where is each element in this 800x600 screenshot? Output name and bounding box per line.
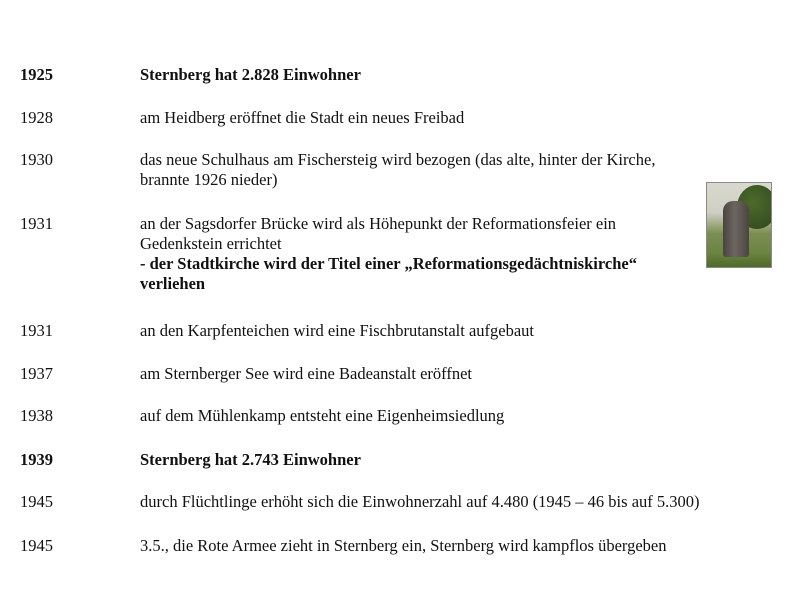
entry-text-line: Sternberg hat 2.743 Einwohner xyxy=(140,450,361,469)
entry-text-line: Sternberg hat 2.828 Einwohner xyxy=(140,65,361,84)
entry-text xyxy=(140,214,780,294)
entry-year: 1928 xyxy=(20,108,53,127)
entry-text-line: durch Flüchtlinge erhöht sich die Einwohnerzahl auf 4.480 (1945 – 46 bis auf 5.300) xyxy=(140,492,700,511)
entry-year: 1931 xyxy=(20,214,53,233)
entry-text xyxy=(140,364,780,384)
entry-text xyxy=(140,108,780,128)
memorial-stone-photo xyxy=(706,182,772,268)
entry-text xyxy=(140,536,780,556)
entry-text-line: brannte 1926 nieder) xyxy=(140,170,278,189)
entry-year: 1945 xyxy=(20,492,53,511)
entry-text-line: an den Karpfenteichen wird eine Fischbrutanstalt aufgebaut xyxy=(140,321,535,340)
entry-year: 1939 xyxy=(20,450,53,469)
entry-year: 1925 xyxy=(20,65,53,84)
entry-text-line-bold: - der Stadtkirche wird der Titel einer „Reformationsgedächtniskirche“ xyxy=(140,254,637,273)
entry-year: 1945 xyxy=(20,536,53,555)
entry-text-line: an der Sagsdorfer Brücke wird als Höhepunkt der Reformationsfeier ein xyxy=(140,214,617,233)
entry-text xyxy=(140,65,780,85)
entry-text-line: das neue Schulhaus am Fischersteig wird bezogen (das alte, hinter der Kirche, xyxy=(140,150,656,169)
entry-year: 1931 xyxy=(20,321,53,340)
entry-text-line: 3.5., die Rote Armee zieht in Sternberg ein, Sternberg wird kampflos übergeben xyxy=(140,536,667,555)
entry-text xyxy=(140,150,780,190)
entry-text-line: auf dem Mühlenkamp entsteht eine Eigenheimsiedlung xyxy=(140,406,505,425)
entry-text-line: Gedenkstein errichtet xyxy=(140,234,282,253)
entry-text xyxy=(140,450,780,470)
entry-text-line-bold: verliehen xyxy=(140,274,206,293)
entry-text xyxy=(140,492,780,512)
entry-text-line: am Heidberg eröffnet die Stadt ein neues Freibad xyxy=(140,108,465,127)
photo-stone xyxy=(723,201,749,257)
entry-text xyxy=(140,406,780,426)
entry-year: 1937 xyxy=(20,364,53,383)
entry-text-line: am Sternberger See wird eine Badeanstalt eröffnet xyxy=(140,364,473,383)
entry-year: 1938 xyxy=(20,406,53,425)
entry-text xyxy=(140,321,780,341)
entry-year: 1930 xyxy=(20,150,53,169)
